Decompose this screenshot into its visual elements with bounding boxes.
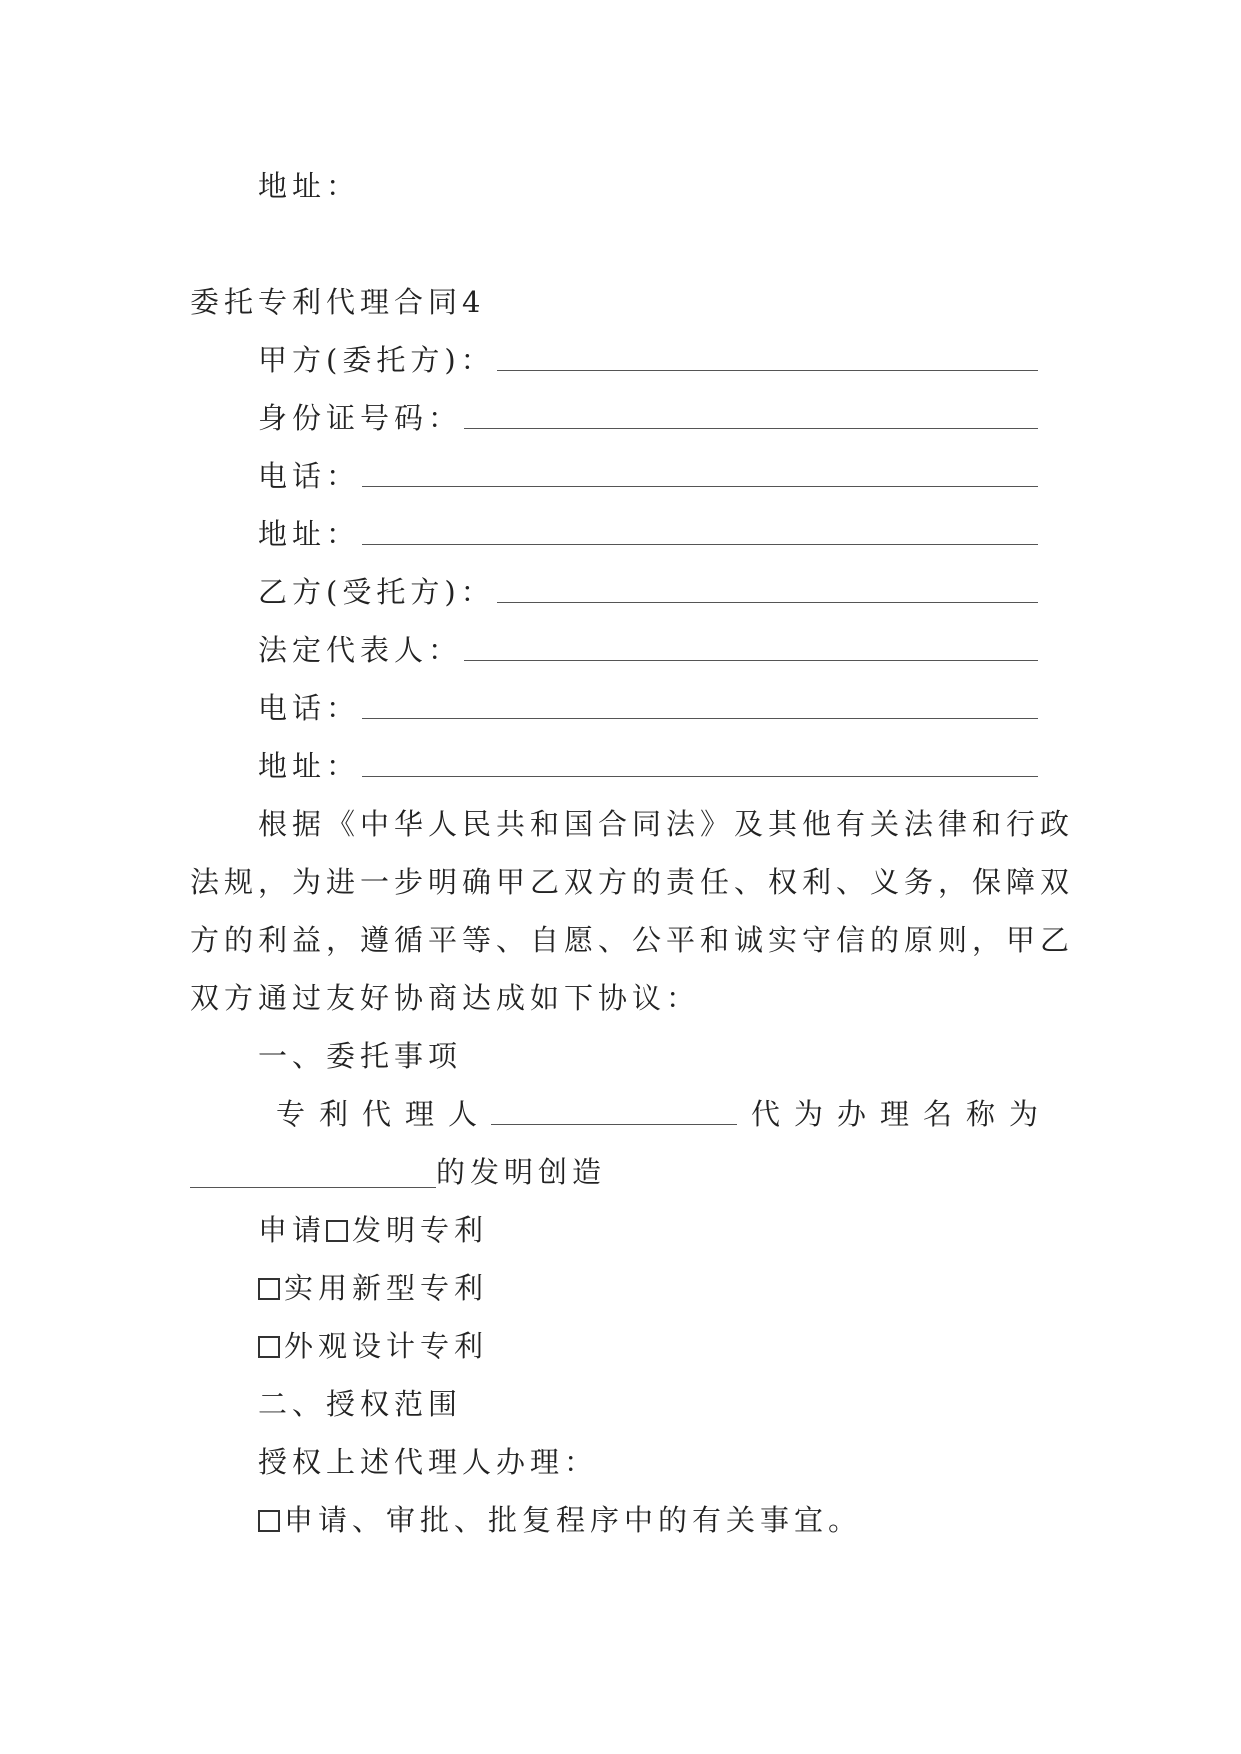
top-address-label: 地址： [258,169,361,203]
party-a-address-label: 地址： [258,517,361,551]
agent-char: 专 [276,1097,306,1131]
invention-name-blank [190,1157,436,1188]
party-b-address-field [258,746,1038,786]
id-number-blank [464,428,1038,429]
option-label: 申请、审批、批复程序中的有关事宜。 [284,1503,863,1537]
party-b-address-blank [362,776,1038,777]
name-char: 为 [1008,1097,1038,1131]
name-char: 办 [836,1097,866,1131]
invention-suffix: 的发明创造 [436,1155,607,1189]
party-a-phone-blank [362,486,1038,487]
agent-char: 利 [319,1097,349,1131]
party-a-phone-field [258,456,1038,496]
legal-rep-blank [464,660,1038,661]
option-invention-patent [258,1210,488,1250]
party-b-phone-label: 电话： [258,691,361,725]
authorize-text: 授权上述代理人办理： [258,1445,599,1479]
section-2-heading: 二、授权范围 [258,1387,463,1421]
party-b-phone-blank [362,718,1038,719]
agent-char: 人 [448,1097,478,1131]
party-b-address-label: 地址： [258,749,361,783]
checkbox[interactable] [258,1278,280,1300]
party-b-label: 乙方(受托方)： [258,575,495,609]
agent-line [276,1094,1038,1134]
party-a-label: 甲方(委托方)： [258,343,495,377]
party-b-field [258,572,1038,612]
option-utility-model [258,1268,488,1308]
option-label: 发明专利 [352,1213,489,1247]
party-b-blank [497,602,1038,603]
agent-char: 理 [405,1097,435,1131]
contract-title: 委托专利代理合同4 [190,285,486,319]
apply-prefix: 申请 [258,1213,327,1247]
id-number-label: 身份证号码： [258,401,463,435]
option-label: 实用新型专利 [284,1271,489,1305]
legal-rep-field [258,630,1038,670]
option-application-matters [258,1500,862,1540]
name-char: 为 [793,1097,823,1131]
invention-line [190,1152,606,1192]
id-number-field [258,398,1038,438]
option-label: 外观设计专利 [284,1329,489,1363]
party-a-address-blank [362,544,1038,545]
name-char: 代 [750,1097,780,1131]
checkbox[interactable] [258,1510,280,1532]
party-b-phone-field [258,688,1038,728]
party-a-blank [497,370,1038,371]
intro-line-4: 双方通过友好协商达成如下协议： [190,981,701,1015]
name-char: 理 [879,1097,909,1131]
section-1-heading: 一、委托事项 [258,1039,463,1073]
agent-char: 代 [362,1097,392,1131]
checkbox[interactable] [258,1336,280,1358]
name-char: 称 [965,1097,995,1131]
checkbox[interactable] [326,1220,348,1242]
party-a-address-field [258,514,1038,554]
intro-line-2: 法规，为进一步明确甲乙双方的责任、权利、义务，保障双 [190,865,1075,899]
party-a-phone-label: 电话： [258,459,361,493]
party-a-field [258,340,1038,380]
intro-line-1: 根据《中华人民共和国合同法》及其他有关法律和行政 [258,807,1075,841]
agent-name-blank [491,1094,737,1125]
legal-rep-label: 法定代表人： [258,633,463,667]
option-design-patent [258,1326,488,1366]
intro-line-3: 方的利益，遵循平等、自愿、公平和诚实守信的原则，甲乙 [190,923,1075,957]
name-char: 名 [922,1097,952,1131]
